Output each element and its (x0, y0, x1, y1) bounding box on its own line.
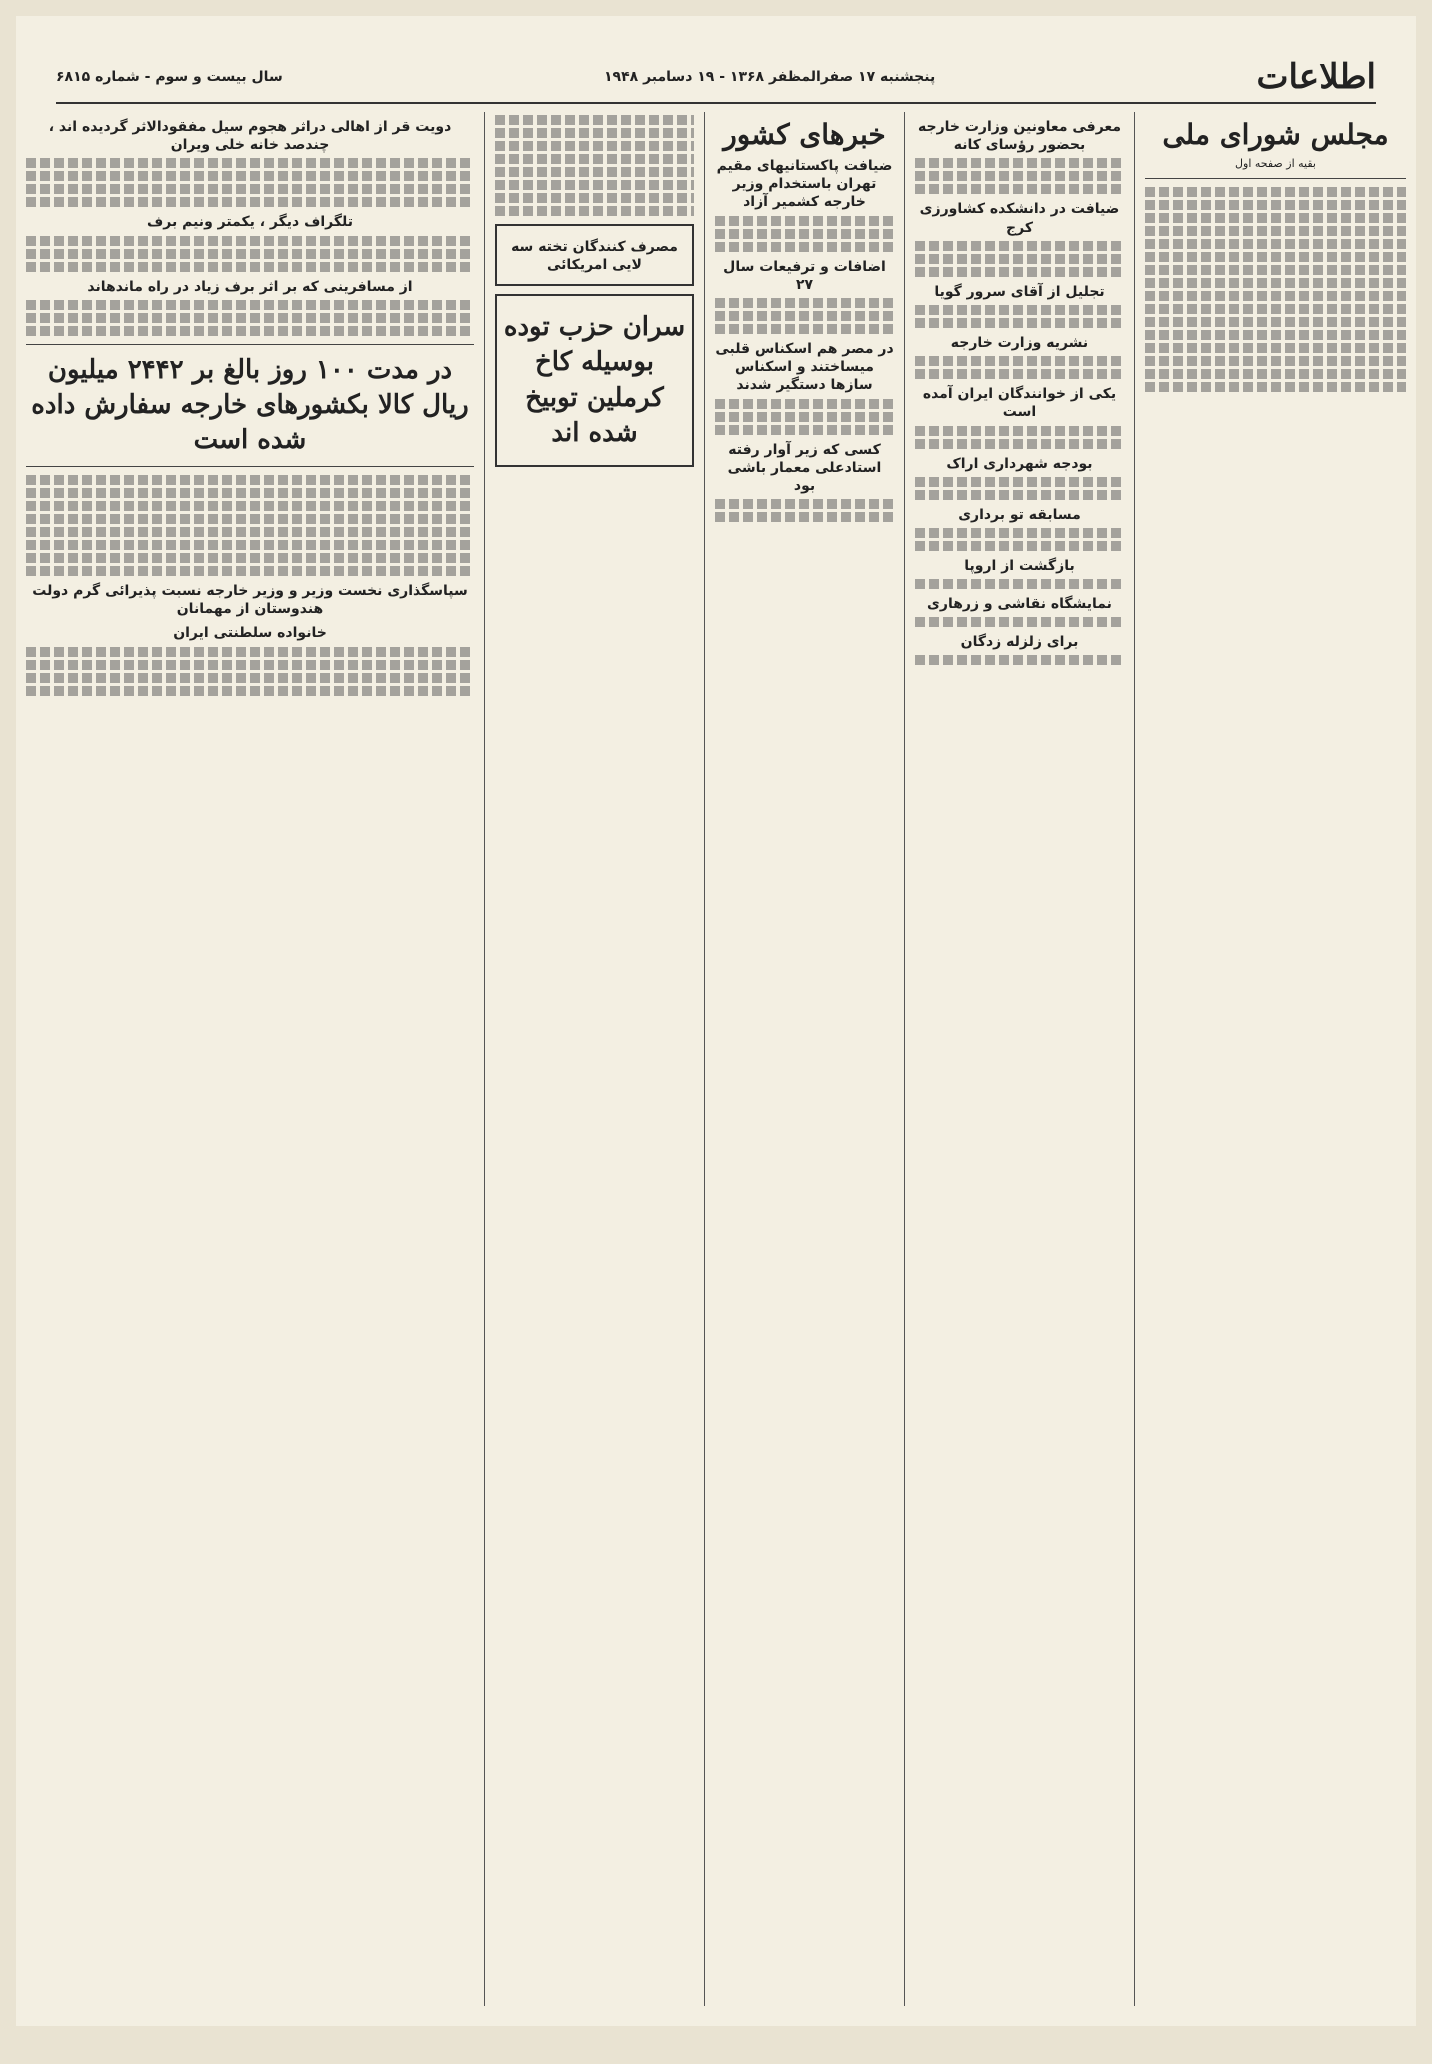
headline: کسی که زیر آوار رفته استادعلی معمار باشی بود (727, 441, 882, 494)
section-title: خبرهای کشور (723, 118, 886, 151)
brand-logo: اطلاعات (1256, 57, 1376, 97)
issue-date: پنجشنبه ۱۷ صفرالمظفر ۱۳۶۸ - ۱۹ دسامبر ۱۹۴۸ (604, 69, 936, 85)
headline: مسابقه تو برداری (958, 506, 1081, 523)
column-news-2 (904, 112, 1134, 2006)
masthead (56, 52, 1376, 104)
headline: یکی از خوانندگان ایران آمده است (922, 386, 1117, 421)
headline: تلگراف دیگر ، یکمتر ونیم برف (147, 214, 353, 231)
column-country-news (704, 112, 904, 2006)
headline: سپاسگذاری نخست وزیر و وزیر خارجه نسبت پذیرائی گرم دولت هندوستان از مهمانان (32, 583, 468, 618)
headline: ضیافت پاکستانیهای مقیم تهران باستخدام وزیر خارجه کشمیر آزاد (716, 158, 893, 211)
headline: تجلیل از آقای سرور گویا (934, 283, 1105, 300)
headline: نشریه وزارت خارجه (950, 334, 1089, 351)
headline-parliament: مجلس شورای ملی (1162, 118, 1389, 151)
column-economy (16, 112, 484, 2006)
headline: ضیافت در دانشکده کشاورزی کرج (919, 201, 1120, 236)
column-parliament (1134, 112, 1416, 2006)
headline: اضافات و ترفیعات سال ۲۷ (723, 258, 886, 293)
continued-note: بقیه از صفحه اول (1235, 157, 1316, 170)
headline: بازگشت از اروپا (964, 557, 1075, 574)
ad-plywood: مصرف کنندگان تخته سه لایی امریکائی (495, 224, 694, 286)
issue-number: سال بیست و سوم - شماره ۶۸۱۵ (56, 69, 283, 85)
column-ads (484, 112, 704, 2006)
headline: خانواده سلطنتی ایران (173, 625, 327, 642)
headline: از مسافرینی که بر اثر برف زیاد در راه ماندهاند (87, 278, 413, 295)
headline: برای زلزله زدگان (960, 634, 1079, 651)
headline: نمایشگاه نقاشی و زرهاری (927, 596, 1112, 613)
headline-imports: در مدت ۱۰۰ روز بالغ بر ۲۴۴۲ میلیون ریال کالا بکشورهای خارجه سفارش داده شده است (31, 354, 469, 455)
headline: بودجه شهرداری اراک (946, 455, 1093, 472)
headline: معرفی معاونین وزارت خارجه بحضور رؤسای کانه (917, 119, 1121, 154)
headline: دویت قر از اهالی دراثر هجوم سیل مفقودالاثر گردیده اند ، چندصد خانه خلی ویران (48, 119, 452, 154)
headline: در مصر هم اسکناس قلبی میساختند و اسکناس سازها دستگیر شدند (715, 340, 894, 394)
ad-tudeh: سران حزب توده بوسیله کاخ کرملین توبیخ شده اند (495, 294, 694, 466)
newspaper-page (16, 16, 1416, 2026)
